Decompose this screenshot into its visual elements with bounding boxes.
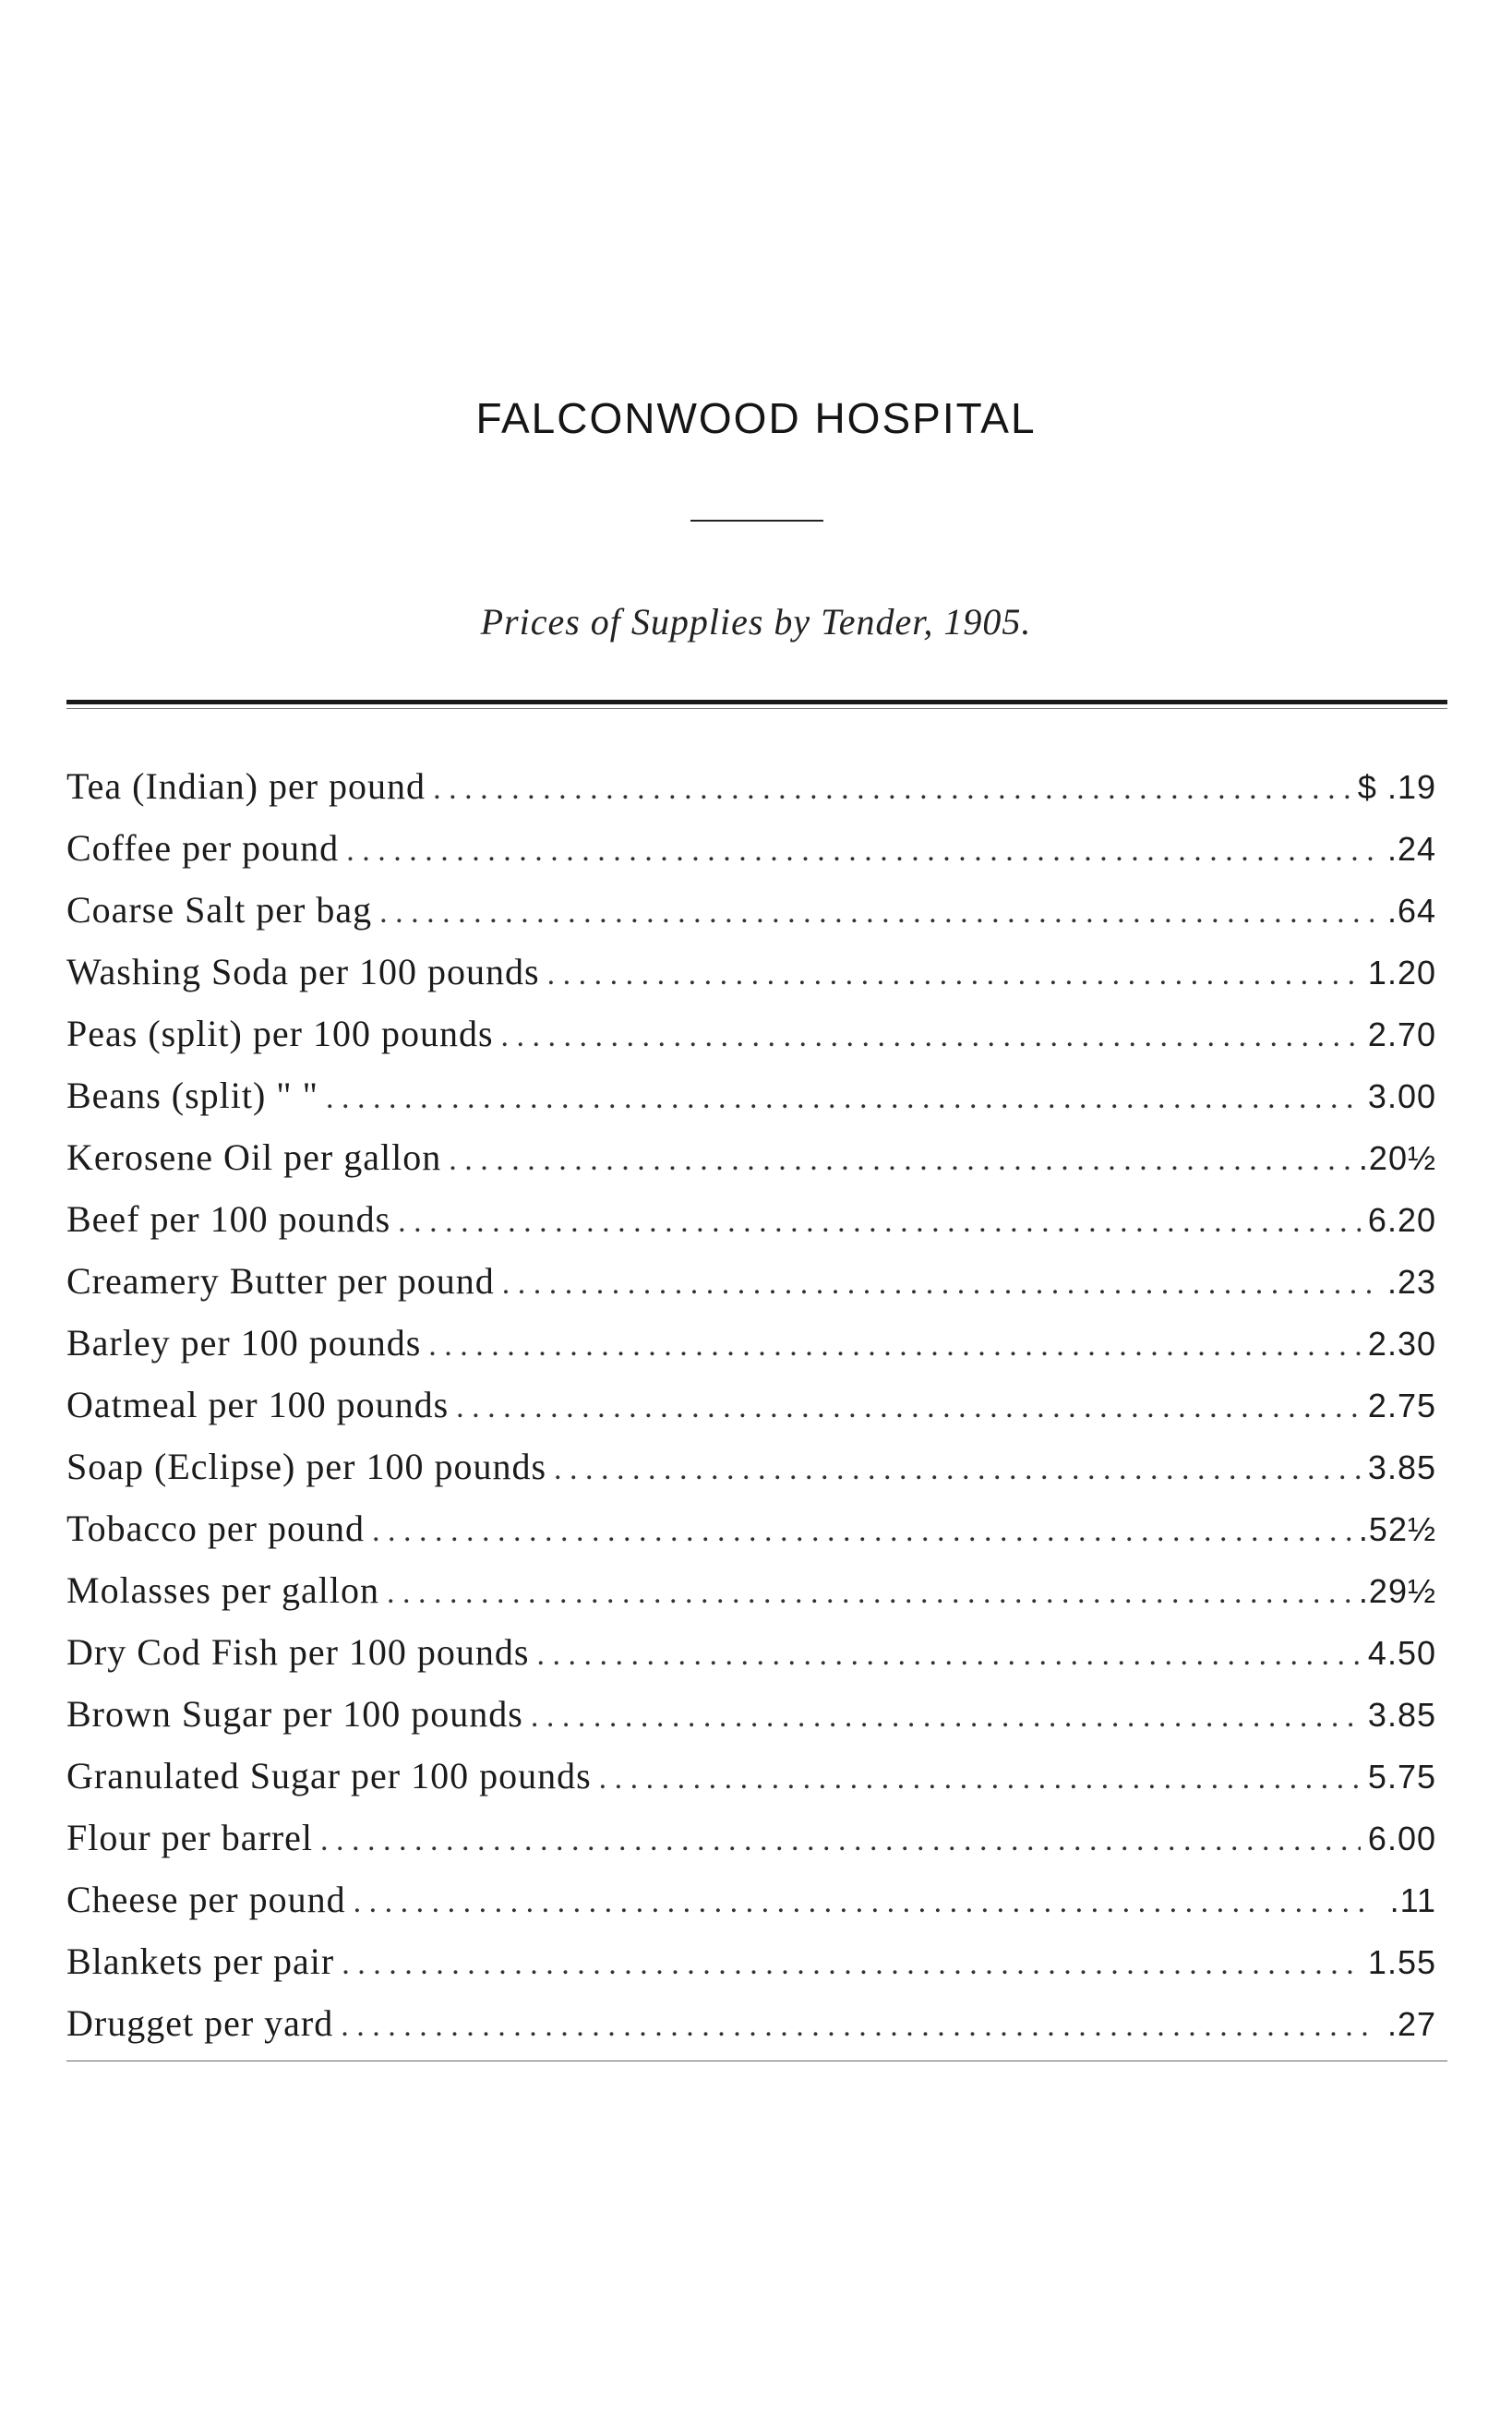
list-item [66,755,1436,817]
item-price: 4.50 [1367,1634,1436,1672]
item-label: Tea (Indian) per pound [66,765,426,807]
item-label: Oatmeal per 100 pounds [66,1384,450,1425]
dot-leader [346,820,1374,882]
item-label: Cheese per pound [66,1879,346,1920]
item-label: Brown Sugar per 100 pounds [66,1693,523,1735]
list-item [66,1126,1436,1188]
item-label: Washing Soda per 100 pounds [66,951,540,992]
item-label: Beans (split) " " [66,1075,318,1116]
list-item [66,879,1436,941]
dot-leader [428,1315,1361,1376]
dot-leader [433,758,1350,820]
item-price: 5.75 [1367,1758,1436,1796]
list-item [66,1992,1436,2054]
list-item [66,941,1436,1003]
table-top-rule [66,700,1447,704]
item-label: Blankets per pair [66,1940,335,1982]
price-list [66,755,1436,2054]
list-item [66,1436,1436,1497]
page-title: FALCONWOOD HOSPITAL [475,394,1037,442]
item-price: .20½ [1358,1139,1436,1177]
list-item [66,1868,1436,1930]
dot-leader [320,1809,1361,1871]
item-price: 2.30 [1367,1325,1436,1363]
dot-leader [501,1005,1361,1067]
item-price: 3.85 [1367,1448,1436,1486]
list-item [66,1497,1436,1559]
dot-leader [502,1253,1374,1315]
dot-leader [379,882,1374,943]
item-label: Tobacco per pound [66,1508,365,1549]
item-label: Molasses per gallon [66,1569,379,1611]
dot-leader [354,1871,1374,1933]
dot-leader [531,1686,1361,1748]
dot-leader [387,1562,1351,1624]
item-price: 1.55 [1367,1943,1436,1981]
list-item [66,1621,1436,1683]
dot-leader [547,943,1361,1005]
list-item [66,817,1436,879]
list-item [66,1003,1436,1064]
item-label: Drugget per yard [66,2002,334,2044]
item-price: $ .19 [1357,768,1436,806]
list-item [66,1930,1436,1992]
item-price: 6.00 [1367,1820,1436,1857]
item-price: 3.85 [1367,1696,1436,1734]
item-price: .52½ [1358,1510,1436,1548]
item-price: 1.20 [1367,954,1436,991]
item-price: 2.70 [1367,1015,1436,1053]
item-price: .27 [1386,2005,1436,2043]
dot-leader [372,1500,1351,1562]
item-price: 6.20 [1367,1201,1436,1239]
dot-leader [341,1995,1374,2057]
item-label: Peas (split) per 100 pounds [66,1013,494,1054]
list-item [66,1374,1436,1436]
dot-leader [599,1748,1361,1809]
list-item [66,1312,1436,1374]
dot-leader [342,1933,1361,1995]
item-price: 3.00 [1367,1077,1436,1115]
dot-leader [536,1624,1360,1686]
dot-leader [456,1376,1361,1438]
list-item [66,1807,1436,1868]
item-label: Coffee per pound [66,827,340,869]
page-subtitle: Prices of Supplies by Tender, 1905. [480,601,1032,643]
item-label: Kerosene Oil per gallon [66,1136,442,1178]
list-item [66,1064,1436,1126]
list-item [66,1683,1436,1745]
item-price: .24 [1386,830,1436,868]
item-label: Barley per 100 pounds [66,1322,422,1364]
dot-leader [326,1067,1361,1129]
item-label: Beef per 100 pounds [66,1198,391,1240]
item-price: .64 [1386,892,1436,930]
list-item [66,1188,1436,1250]
dot-leader [398,1191,1361,1253]
item-price: .23 [1386,1263,1436,1301]
list-item [66,1745,1436,1807]
table-top-thin-rule [66,708,1447,709]
item-label: Granulated Sugar per 100 pounds [66,1755,592,1796]
item-label: Coarse Salt per bag [66,889,373,931]
item-price: .29½ [1358,1572,1436,1610]
item-label: Dry Cod Fish per 100 pounds [66,1631,530,1673]
dot-leader [449,1129,1351,1191]
item-label: Flour per barrel [66,1817,314,1858]
dot-leader [554,1438,1361,1500]
list-item [66,1559,1436,1621]
title-divider [690,520,823,522]
item-label: Creamery Butter per pound [66,1260,495,1302]
item-price: 2.75 [1367,1387,1436,1424]
list-item [66,1250,1436,1312]
item-label: Soap (Eclipse) per 100 pounds [66,1446,547,1487]
item-price: .11 [1389,1881,1436,1919]
